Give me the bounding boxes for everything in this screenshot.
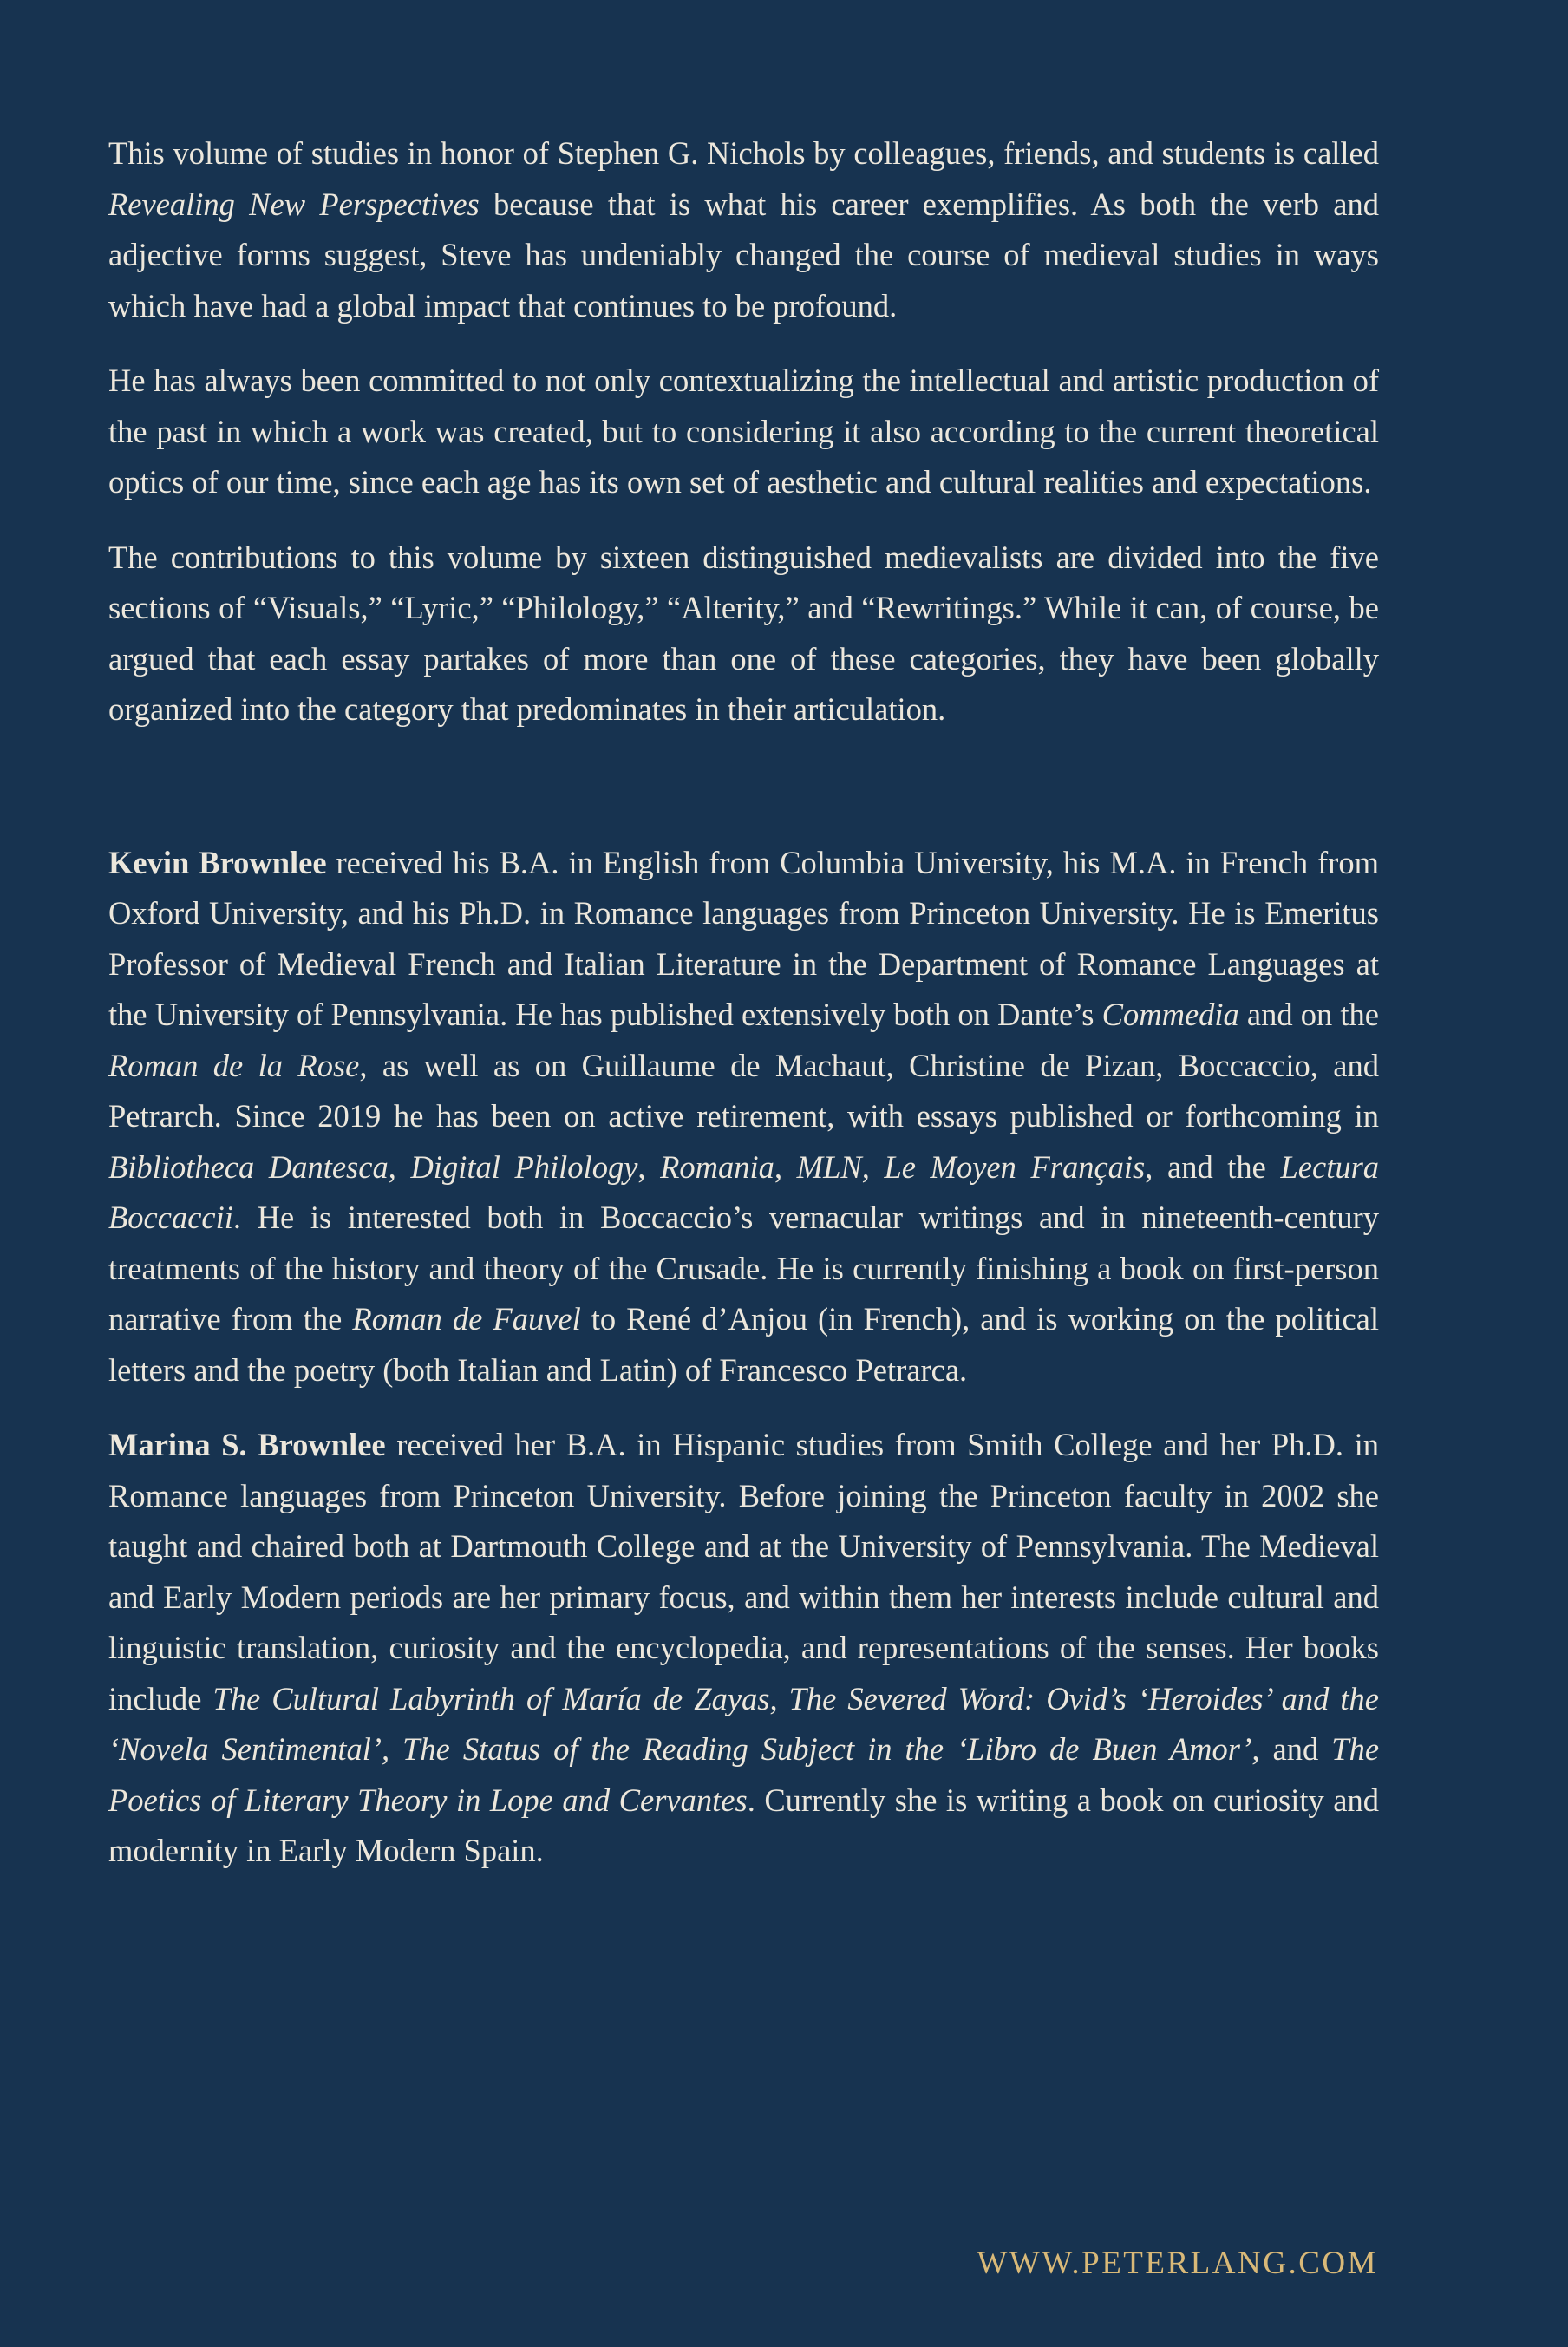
author-name-kevin: Kevin Brownlee <box>108 844 327 880</box>
intro-paragraph-3: The contributions to this volume by sixteen distinguished medievalists are divided into the five sections of “Visuals,” “Lyric,” “Philology,” “Alterity,” and “Rewritings.” While it can, of course, be argued that each essay partakes of more than one of these categories, they have been globally organized into the category that predominates in their articulation. <box>108 539 1379 727</box>
bio-kevin-brownlee: Kevin Brownlee received his B.A. in English from Columbia University, his M.A. in French from Oxford University, and his Ph.D. in Romance languages from Princeton University. He is Emeritus Professor of Medieval French and Italian Literature in the Department of Romance Languages at the University of Pennsylvania. He has published extensively both on Dante’s Commedia and on the Roman de la Rose, as well as on Guillaume de Machaut, Christine de Pizan, Boccaccio, and Petrarch. Since 2019 he has been on active retirement, with essays published or forthcoming in Bibliotheca Dantesca, Digital Philology, Romania, MLN, Le Moyen Français, and the Lectura Boccaccii. He is interested both in Boccaccio’s vernacular writings and in nineteenth-century treatments of the history and theory of the Crusade. He is currently finishing a book on first-person narrative from the Roman de Fauvel to René d’Anjou (in French), and is working on the political letters and the poetry (both Italian and Latin) of Francesco Petrarca. <box>108 844 1380 1388</box>
back-cover-text <box>108 128 1379 1901</box>
book-title: Revealing New Perspectives <box>108 186 480 222</box>
author-name-marina: Marina S. Brownlee <box>108 1427 386 1462</box>
section-gap <box>108 760 1379 838</box>
intro-paragraph-1: This volume of studies in honor of Stephen G. Nichols by colleagues, friends, and students is called Revealing New Perspectives because that is what his career exemplifies. As both the verb and adjective forms suggest, Steve has undeniably changed the course of medieval studies in ways which have had a global impact that continues to be profound. <box>108 135 1379 324</box>
publisher-url[interactable]: WWW.PETERLANG.COM <box>977 2246 1378 2281</box>
bio-marina-brownlee: Marina S. Brownlee received her B.A. in Hispanic studies from Smith College and her Ph.D. in Romance languages from Princeton University. Before joining the Princeton faculty in 2002 she taught and chaired both at Dartmouth College and at the University of Pennsylvania. The Medieval and Early Modern periods are her primary focus, and within them her interests include cultural and linguistic translation, curiosity and the encyclopedia, and representations of the senses. Her books include The Cultural Labyrinth of María de Zayas, The Severed Word: Ovid’s ‘Heroides’ and the ‘Novela Sentimental’, The Status of the Reading Subject in the ‘Libro de Buen Amor’, and The Poetics of Literary Theory in Lope and Cervantes. Currently she is writing a book on curiosity and modernity in Early Modern Spain. <box>108 1427 1380 1868</box>
intro-paragraph-2: He has always been committed to not only contextualizing the intellectual and artistic production of the past in which a work was created, but to considering it also according to the current theoretical optics of our time, since each age has its own set of aesthetic and cultural realities and expectations. <box>108 363 1379 500</box>
